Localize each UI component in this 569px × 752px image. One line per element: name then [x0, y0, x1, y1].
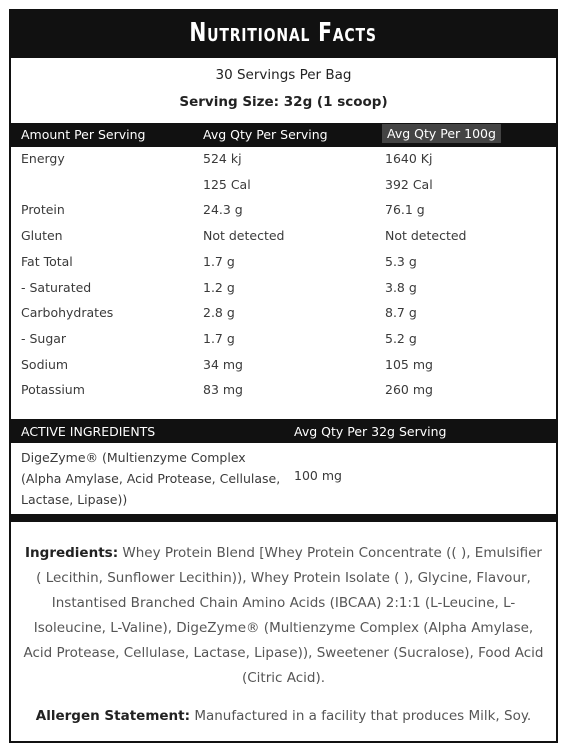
header-amount-per-serving: Amount Per Serving	[21, 127, 146, 142]
active-ingredients-title: ACTIVE INGREDIENTS	[21, 424, 156, 439]
qty-per-100g: 8.7 g	[385, 305, 417, 321]
nutrient-name: Fat Total	[21, 253, 73, 269]
nutrient-name: Potassium	[21, 382, 85, 398]
table-row	[11, 151, 556, 176]
section-divider	[11, 514, 556, 522]
nutrition-panel	[9, 9, 558, 743]
active-ingredients-header	[11, 419, 556, 443]
qty-per-serving: 1.7 g	[203, 253, 235, 269]
qty-per-100g: 392 Cal	[385, 176, 433, 192]
nutrient-name: Energy	[21, 151, 65, 166]
table-row	[11, 331, 556, 356]
nutrient-name: Carbohydrates	[21, 305, 114, 321]
table-row	[11, 254, 556, 279]
nutrient-name: Sodium	[21, 356, 69, 372]
qty-per-100g: Not detected	[385, 228, 467, 244]
qty-per-100g: 1640 Kj	[385, 151, 433, 166]
ingredients-statement	[23, 541, 544, 691]
qty-per-serving: 2.8 g	[203, 305, 235, 321]
table-row	[11, 177, 556, 202]
nutrient-name: - Sugar	[21, 330, 67, 346]
qty-per-100g: 3.8 g	[385, 279, 417, 295]
nutrient-name: - Saturated	[21, 279, 92, 295]
table-row	[11, 280, 556, 305]
allergen-label: Allergen Statement:	[35, 708, 191, 724]
qty-per-100g: 105 mg	[385, 356, 433, 372]
qty-per-100g: 76.1 g	[385, 202, 425, 218]
header-avg-qty-per-serving: Avg Qty Per Serving	[203, 127, 328, 142]
nutrient-name: Gluten	[21, 228, 63, 244]
qty-per-serving: 24.3 g	[203, 202, 243, 218]
allergen-text: Manufactured in a facility that produces Milk, Soy.	[194, 708, 532, 724]
active-ingredient-name: DigeZyme® (Multienzyme Complex (Alpha Amylase, Acid Protease, Cellulase, Lactase, Lipase))	[21, 450, 281, 507]
table-row	[11, 382, 556, 407]
serving-size: Serving Size: 32g (1 scoop)	[179, 94, 388, 110]
qty-per-serving: 125 Cal	[203, 176, 251, 192]
table-row	[11, 202, 556, 227]
qty-per-100g: 260 mg	[385, 382, 433, 398]
table-row	[11, 305, 556, 330]
nutrient-name: Protein	[21, 202, 65, 218]
qty-per-serving: 1.7 g	[203, 330, 235, 346]
qty-per-100g: 5.3 g	[385, 253, 417, 269]
servings-per-bag: 30 Servings Per Bag	[215, 67, 352, 83]
title-bar	[11, 11, 556, 58]
nutrition-table-header	[11, 123, 556, 147]
qty-per-serving: Not detected	[203, 228, 285, 244]
table-row	[11, 228, 556, 253]
qty-per-100g: 5.2 g	[385, 330, 417, 346]
allergen-statement	[11, 708, 556, 724]
header-avg-qty-per-100g: Avg Qty Per 100g	[382, 124, 501, 143]
active-ingredient-qty: 100 mg	[294, 468, 342, 483]
qty-per-serving: 524 kj	[203, 151, 242, 166]
ingredients-text: Whey Protein Blend [Whey Protein Concentrate (( ), Emulsifier ( Lecithin, Sunflower Lecithin)), Whey Protein Isolate ( ), Glycine, Flavour, Instantised Branched Chain Amino Acids (IBCAA) 2:1:1 (L-Leucine, L-Isoleucine, L-Valine), DigeZyme® (Multienzyme Complex (Alpha Amylase, Acid Protease, Cellulase, Lactase, Lipase)), Sweetener (Sucralose), Food Acid (Citric Acid).	[23, 545, 544, 686]
qty-per-serving: 83 mg	[203, 382, 243, 398]
table-row	[11, 357, 556, 382]
qty-per-serving: 1.2 g	[203, 279, 235, 295]
active-ingredients-qty-header: Avg Qty Per 32g Serving	[294, 424, 447, 439]
ingredients-label: Ingredients:	[25, 545, 119, 561]
page-title: Nutritional Facts	[189, 18, 378, 48]
qty-per-serving: 34 mg	[203, 356, 243, 372]
